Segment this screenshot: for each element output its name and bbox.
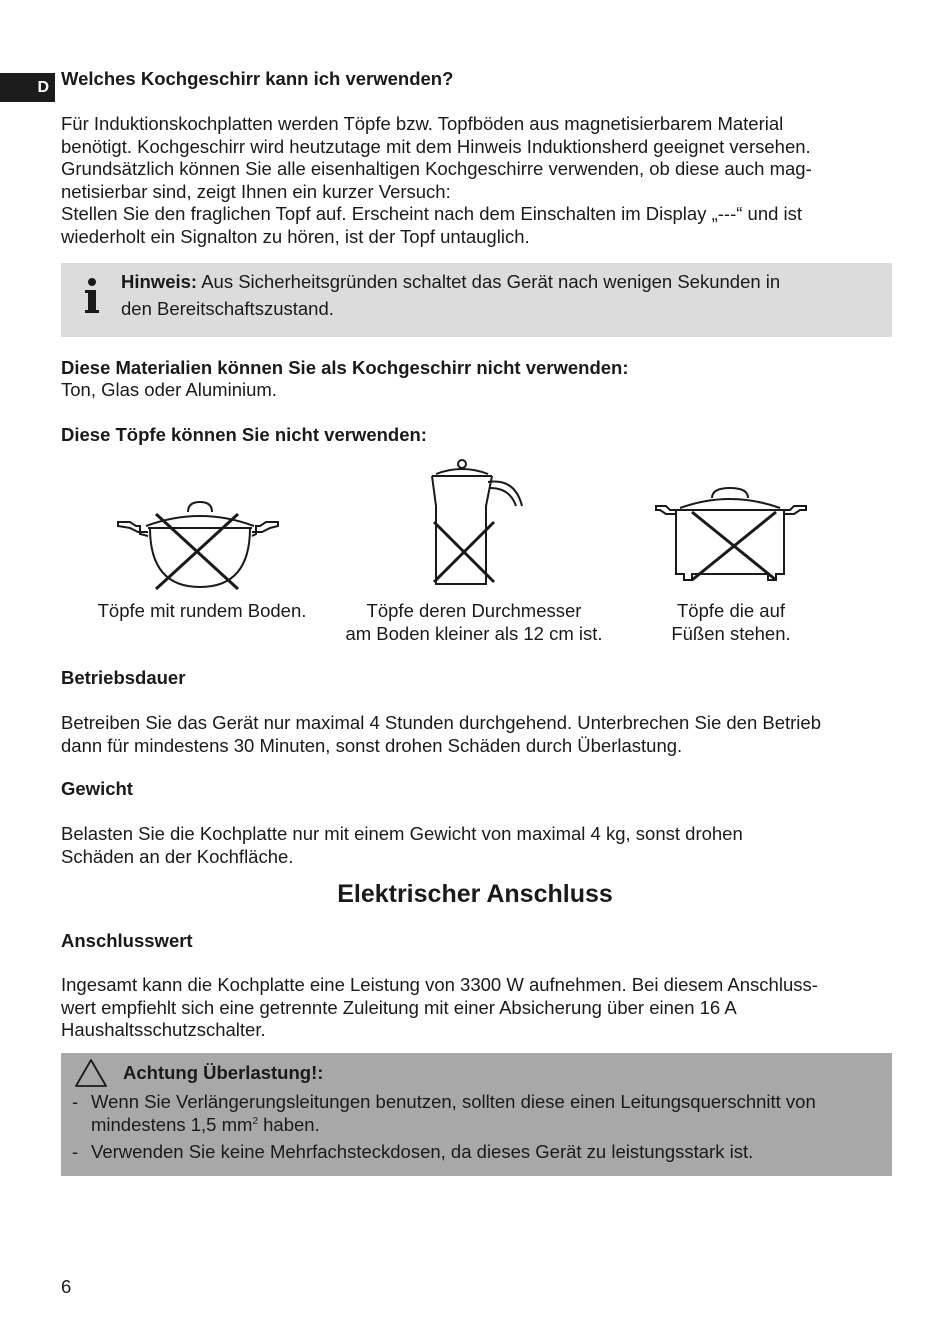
duration-line: Betreiben Sie das Gerät nur maximal 4 Stunden durchgehend. Unterbrechen Sie den Betrieb <box>61 712 821 733</box>
warning-triangle-icon <box>74 1058 108 1088</box>
materials-text: Ton, Glas oder Aluminium. <box>61 379 277 400</box>
weight-paragraph <box>61 823 893 868</box>
warning-line: haben. <box>258 1113 320 1135</box>
rating-line: Haushaltsschutzschalter. <box>61 1019 266 1040</box>
materials-heading: Diese Materialien können Sie als Kochgeschirr nicht verwenden: <box>61 357 629 378</box>
round-bottom-pot-icon <box>110 492 285 592</box>
heading-cookware: Welches Kochgeschirr kann ich verwenden? <box>61 68 454 89</box>
section-title: Elektrischer Anschluss <box>337 880 613 908</box>
warning-item <box>72 1141 882 1164</box>
warning-box <box>61 1053 892 1176</box>
warning-item <box>72 1091 882 1136</box>
bullet-dash: - <box>72 1091 79 1112</box>
warning-line: mindestens 1,5 mm <box>91 1113 253 1135</box>
pot-caption-small-base <box>324 600 624 645</box>
caption-line: Töpfe mit rundem Boden. <box>97 600 307 621</box>
weight-line: Schäden an der Kochfläche. <box>61 845 294 867</box>
weight-line: Belasten Sie die Kochplatte nur mit einem Gewicht von maximal 4 kg, sonst drohen <box>61 823 743 844</box>
hint-label: Hinweis: <box>121 271 198 292</box>
rating-heading: Anschlusswert <box>61 930 193 951</box>
intro-line: Grundsätzlich können Sie alle eisenhaltigen Kochgeschirre verwenden, ob diese auch mag- <box>61 158 812 179</box>
rating-line: wert empfiehlt sich eine getrennte Zuleitung mit einer Absicherung über einen 16 A <box>61 996 737 1018</box>
page-number: 6 <box>61 1276 72 1297</box>
duration-paragraph <box>61 712 893 757</box>
warning-title: Achtung Überlastung!: <box>123 1062 324 1083</box>
hint-line: den Bereitschaftszustand. <box>121 297 334 319</box>
rating-line: Ingesamt kann die Kochplatte eine Leistung von 3300 W aufnehmen. Bei diesem Anschluss- <box>61 974 818 995</box>
footed-pot-icon <box>652 484 812 584</box>
rating-paragraph <box>61 974 893 1042</box>
intro-line: benötigt. Kochgeschirr wird heutzutage mit dem Hinweis Induktionsherd geeignet versehen. <box>61 135 811 157</box>
warning-line: Wenn Sie Verlängerungsleitungen benutzen, sollten diese einen Leitungsquerschnitt von <box>91 1091 816 1112</box>
intro-line: Für Induktionskochplatten werden Töpfe bzw. Topfböden aus magnetisierbarem Material <box>61 113 784 134</box>
weight-heading: Gewicht <box>61 778 133 799</box>
small-base-kettle-icon <box>420 458 530 588</box>
hint-box <box>61 263 892 337</box>
bullet-dash: - <box>72 1141 79 1162</box>
intro-paragraph <box>61 113 893 248</box>
language-tab: D <box>0 73 55 102</box>
caption-line: am Boden kleiner als 12 cm ist. <box>345 622 603 644</box>
caption-line: Töpfe deren Durchmesser <box>366 600 582 621</box>
warning-item-text: Verwenden Sie keine Mehrfachsteckdosen, da dieses Gerät zu leistungsstark ist. <box>91 1141 754 1162</box>
info-icon <box>85 277 99 317</box>
caption-line: Töpfe die auf <box>677 600 785 621</box>
duration-heading: Betriebsdauer <box>61 667 186 688</box>
hint-text <box>121 271 881 320</box>
intro-line: wiederholt ein Signalton zu hören, ist der Topf untauglich. <box>61 225 530 247</box>
hint-line: Aus Sicherheitsgründen schaltet das Gerät nach wenigen Sekunden in <box>197 271 781 292</box>
pots-heading: Diese Töpfe können Sie nicht verwenden: <box>61 424 427 445</box>
caption-line: Füßen stehen. <box>671 622 791 644</box>
intro-line: Stellen Sie den fraglichen Topf auf. Erscheint nach dem Einschalten im Display „---“ und ist <box>61 203 803 224</box>
intro-line: netisierbar sind, zeigt Ihnen ein kurzer Versuch: <box>61 180 451 202</box>
pot-caption-footed <box>630 600 832 645</box>
duration-line: dann für mindestens 30 Minuten, sonst drohen Schäden durch Überlastung. <box>61 734 683 756</box>
warning-item-text <box>91 1091 816 1136</box>
pot-caption-round-bottom <box>60 600 344 623</box>
superscript: 2 <box>252 1115 258 1127</box>
